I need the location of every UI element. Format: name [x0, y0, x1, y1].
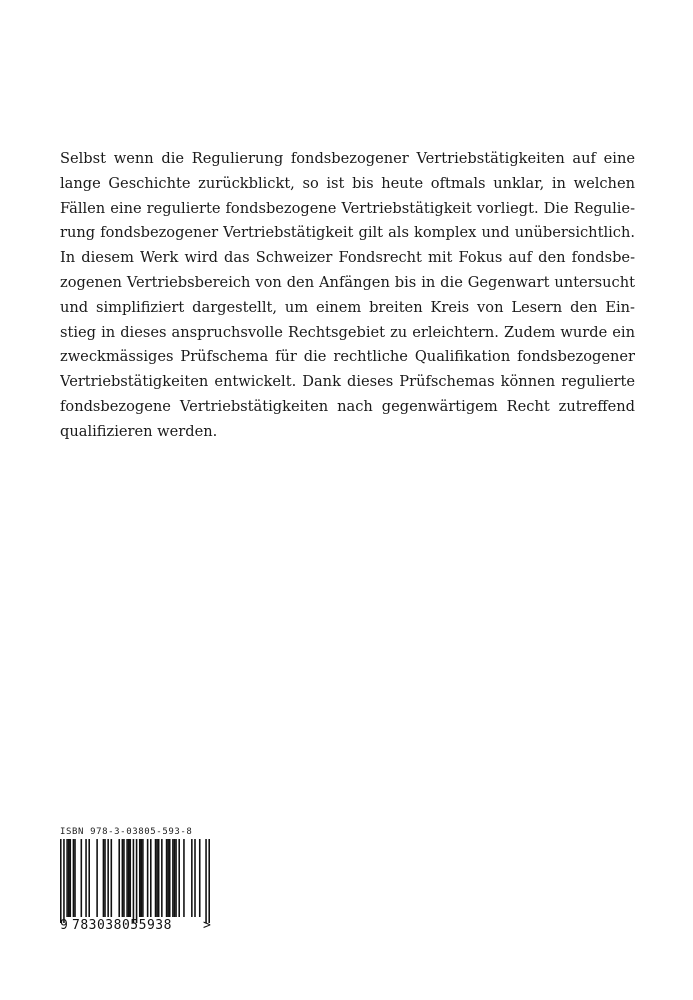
barcode-bar — [142, 839, 144, 917]
barcode-bar — [123, 839, 125, 917]
description-line: qualifizieren werden. — [60, 422, 218, 440]
barcode-bar — [118, 839, 120, 917]
barcode-bar — [63, 839, 65, 923]
barcode-bar — [166, 839, 168, 917]
barcode-bar — [169, 839, 171, 917]
barcode-bar — [150, 839, 152, 917]
barcode-bar — [81, 839, 83, 917]
barcode-bar — [205, 839, 207, 923]
barcode-bar — [69, 839, 71, 917]
barcode-bar — [194, 839, 196, 917]
barcode-bar — [128, 839, 130, 917]
barcode-bar — [199, 839, 201, 917]
description-line: zweckmässiges Prüfschema für die rechtliche Qualifikation fondsbezogener — [60, 348, 635, 366]
barcode-bar — [158, 839, 160, 917]
description-line: Vertriebstätigkeiten entwickelt. Dank dieses Prüfschemas können regulierte — [60, 373, 635, 391]
barcode-bar — [111, 839, 113, 917]
barcode-bar — [136, 839, 138, 923]
barcode-bar — [155, 839, 157, 917]
barcode-bar — [172, 839, 174, 917]
barcode-bar — [68, 839, 70, 917]
barcode-bar — [126, 839, 128, 917]
barcode-bar — [73, 839, 75, 917]
description-line: zogenen Vertriebsbereich von den Anfängen bis in die Gegenwart untersucht — [60, 273, 635, 291]
quiet-zone-marker: > — [203, 918, 211, 933]
ean-first-digit: 9 — [60, 918, 68, 933]
barcode-bars — [60, 839, 210, 923]
barcode-bar — [191, 839, 193, 917]
description-line: In diesem Werk wird das Schweizer Fondsrecht mit Fokus auf den fondsbe- — [60, 249, 635, 267]
barcode-bar — [161, 839, 163, 917]
barcode-bar — [175, 839, 177, 917]
barcode-bar — [103, 839, 105, 917]
description-line: Selbst wenn die Regulierung fondsbezogener Vertriebstätigkeiten auf eine — [60, 150, 635, 167]
barcode-bar — [139, 839, 141, 917]
isbn-label: ISBN 978-3-03805-593-8 — [60, 827, 193, 837]
isbn-barcode — [60, 827, 216, 937]
barcode-bar — [122, 839, 124, 917]
ean-digits — [60, 918, 216, 936]
description-line: lange Geschichte zurückblickt, so ist bis heute oftmals unklar, in welchen — [60, 174, 635, 192]
barcode-bar — [96, 839, 98, 917]
barcode-bar — [74, 839, 76, 917]
barcode-bar — [66, 839, 68, 917]
barcode-bar — [174, 839, 176, 917]
description-line: und simplifiziert dargestellt, um einem breiten Kreis von Lesern den Ein- — [60, 298, 635, 316]
barcode-bar — [178, 839, 180, 917]
barcode-bar — [85, 839, 87, 917]
ean-remaining-digits: 783038055938 — [72, 918, 172, 933]
barcode-bar — [104, 839, 106, 917]
barcode-bar — [156, 839, 158, 917]
description-line: Fällen eine regulierte fondsbezogene Vertriebstätigkeit vorliegt. Die Regulie- — [60, 199, 635, 217]
barcode-bar — [141, 839, 143, 917]
barcode-bar — [129, 839, 131, 917]
barcode-bar — [60, 839, 62, 923]
barcode-bar — [88, 839, 90, 917]
barcode-bar — [208, 839, 210, 923]
description-line: rung fondsbezogener Vertriebstätigkeit gilt als komplex und unübersichtlich. — [60, 224, 635, 242]
barcode-bar — [167, 839, 169, 917]
barcode-bar — [183, 839, 185, 917]
description-line: stieg in dieses anspruchsvolle Rechtsgebiet zu erleichtern. Zudem wurde ein — [60, 323, 635, 341]
barcode-bar — [147, 839, 149, 917]
barcode-bar — [107, 839, 109, 917]
book-description — [60, 147, 635, 445]
barcode-bar — [133, 839, 135, 923]
description-line: fondsbezogene Vertriebstätigkeiten nach gegenwärtigem Recht zutreffend — [60, 397, 635, 415]
